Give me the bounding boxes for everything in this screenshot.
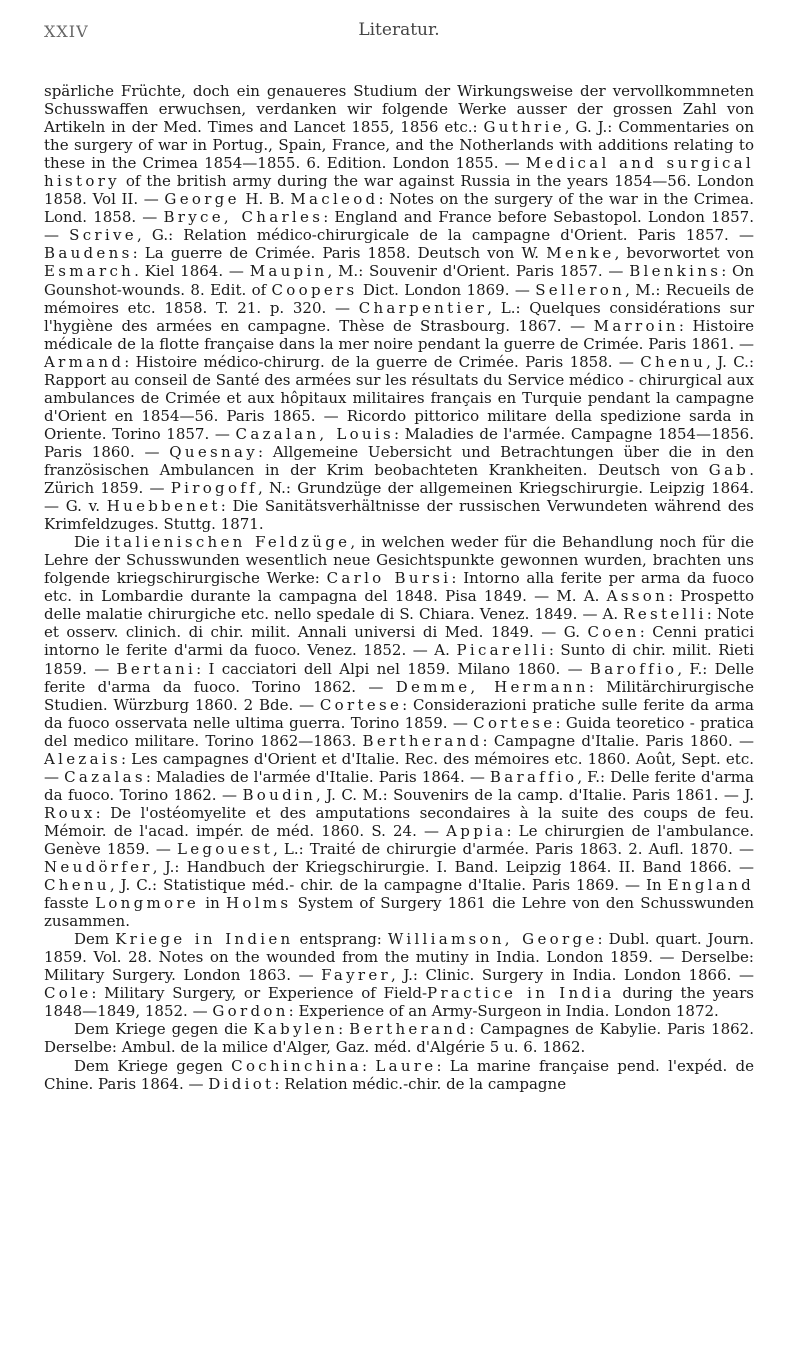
spaced-name: Medical and surgical history [44,154,754,191]
spaced-name: Cazalas [64,767,146,786]
text-run: H. B. [239,190,291,209]
spaced-name: Coopers [271,280,358,299]
spaced-name: Selleron [535,280,626,299]
paragraph [44,82,754,533]
text-run: : Dubl. quart. Journ. 1859. Vol. 28. Notes on the wounded from the mutiny in India. London 1859. — Derselbe: Military Surgery. London 1863. — [44,930,754,985]
text-run: : Les campagnes d'Orient et d'Italie. Rec. des mémoires etc. 1860. Août, Sept. etc. — [44,749,754,786]
spaced-name: Quesnay [169,442,258,461]
spaced-name: Cortese [473,713,556,732]
literature-text [44,82,754,1093]
spaced-name: Longmore [95,894,200,913]
spaced-name: Guthrie [483,118,565,137]
text-run: : Militärchirurgische Studien. Würzburg 1860. 2 Bde. — [44,677,754,714]
spaced-name: Coen [587,623,640,642]
spaced-name: Armand [44,352,125,371]
spaced-name: Esmarch [44,262,135,281]
spaced-name: Menke [546,244,615,263]
text-run: Dem Kriege gegen die [74,1020,254,1039]
spaced-name: Maupin [249,262,328,281]
text-run: Dem Kriege gegen [74,1056,232,1075]
text-run: of the british army during the war against Russia in the years 1854—56. London 1858. Vol II. — [44,172,754,209]
text-run: : [338,1020,350,1039]
spaced-name: Asson [606,587,669,606]
spaced-name: Cortese [319,695,403,714]
text-run: in [199,894,226,913]
text-run: : La marine française pend. l'expéd. de Chine. Paris 1864. — [44,1056,754,1093]
spaced-name: Appia [446,821,507,840]
spaced-name: Gordon [212,1002,289,1021]
text-run: : Prospetto delle malatie chirurgiche etc. nello spedale di S. Chiara. Venez. 1849. — A. [44,587,754,624]
text-run: , J. C.: Rapport au conseil de Santé des armées sur les résultats du Service médico - chirurgical aux ambulances de Crimée et aux hôpitaux militaires français en Turquie pendant la campagne d'Orient en 1854—56. Paris 1865. — Ricordo pittorico militare della spedizione sarda in Oriente. Torino 1857. — [44,352,754,443]
text-run: , L.: Traité de chirurgie d'armée. Paris 1863. 2. Aufl. 1870. — [273,839,754,858]
text-run: : Note et osserv. clinich. di chir. milit. Annali universi di Med. 1849. — G. [44,605,754,642]
text-run: : Intorno alla ferite per arma da fuoco etc. in Lombardie durante la campagna del 1848. Pisa 1849. — M. A. [44,569,755,606]
text-run: , F.: Delle ferite d'arma da fuoco. Torino 1862. — [44,659,754,696]
text-run: : De l'ostéomyelite et des amputations secondaires à la suite des coups de feu. Mémoir. de l'acad. impér. de méd. 1860. S. 24. — [44,803,754,840]
spaced-name: Chenu [44,876,110,895]
spaced-name: Pirogoff [170,479,258,498]
text-run: , J.: Clinic. Surgery in India. London 1866. — [390,966,754,985]
spaced-name: Restelli [623,605,707,624]
text-run: : Experience of an Army-Surgeon in India. London 1872. [288,1002,719,1021]
text-run: , L.: Quelques considérations sur l'hygiène des armées en campagne. Thèse de Strasbourg. 1867. — [44,298,754,335]
spaced-name: Scrive [69,226,137,245]
spaced-name: Cole [44,984,92,1003]
text-run: spärliche Früchte, doch ein genaueres Studium der Wirkungsweise der vervollkommneten Schusswaffen erwuchsen, verdanken wir folgende Werke ausser der grossen Zahl von Artikeln in der Med. Times and Lancet 1855, 1856 etc.: [44,82,754,137]
spaced-name: Kabylen [253,1020,339,1039]
text-run: Dict. London 1869. — [357,280,536,299]
spaced-name: Practice in India [427,984,615,1003]
text-run: : Le chirurgien de l'ambulance. Genève 1859. — [44,821,754,858]
spaced-name: Bertherand [349,1020,470,1039]
text-run: : Allgemeine Uebersicht und Betrachtungen über die in den französischen Ambulancen in der Krim beobachteten Krankheiten. Deutsch von [44,442,754,479]
page-number: XXIV [44,22,89,41]
spaced-name: Marroin [593,316,679,335]
text-run: : [361,1056,376,1075]
text-run: System of Surgery 1861 die Lehre von den Schusswunden zusammen. [44,894,754,931]
text-run: , J. C.: Statistique méd.- chir. de la campagne d'Italie. Paris 1869. — In [109,876,668,895]
text-run: : I cacciatori dell Alpi nel 1859. Milano 1860. — [196,659,590,678]
text-run: : Maladies de l'armée. Campagne 1854—1856. Paris 1860. — [44,424,754,461]
text-run: : Cenni pratici intorno le ferite d'armi da fuoco. Venez. 1852. — A. [44,623,754,660]
text-run: : Die Sanitätsverhältnisse der russischen Verwundeten während des Krimfeldzuges. Stuttg. 1871. [44,497,755,534]
spaced-name: Neudörfer [44,858,153,877]
spaced-name: Charpentier [358,298,488,317]
text-run: , M.: Recueils de mémoires etc. 1858. T. 21. p. 320. — [44,280,754,317]
spaced-name: Gab [708,460,750,479]
text-run: , J. C. M.: Souvenirs de la camp. d'Italie. Paris 1861. — J. [316,785,754,804]
text-run: : Campagne d'Italie. Paris 1860. — [482,731,754,750]
text-run: , M.: Souvenir d'Orient. Paris 1857. — [327,262,630,281]
text-run: : On Gounshot-wounds. 8. Edit. of [44,262,754,299]
spaced-name: Macleod [290,190,379,209]
text-run: , bevorwortet von [614,244,754,263]
spaced-name: italienischen Feldzüge [105,533,351,552]
spaced-name: Williamson, George [387,930,598,949]
text-run: , G. J.: Commentaries on the surgery of war in Portug., Spain, France, and the Notherlands with additions relating to these in the Crimea 1854—1855. 6. Edition. London 1855. — [44,118,754,173]
spaced-name: Kriege in Indien [115,930,294,949]
text-run: : Considerazioni pratiche sulle ferite da arma da fuoco osservata nelle ultima guerra. Torino 1859. — [44,695,754,732]
text-run: : Relation médic.-chir. de la campagne [274,1074,567,1093]
text-run: : Notes on the surgery of the war in the Crimea. Lond. 1858. — [44,190,754,227]
spaced-name: Huebbenet [106,497,221,516]
text-run: during the years 1848—1849, 1852. — [44,984,754,1021]
page-header [44,0,754,54]
spaced-name: Fayrer [321,966,391,985]
spaced-name: Holms [226,894,292,913]
spaced-name: England [667,876,754,895]
spaced-name: Cochinchina [231,1056,362,1075]
text-run: . Kiel 1864. — [134,262,250,281]
spaced-name: Baroffio [589,659,678,678]
spaced-name: Cazalan, Louis [235,424,394,443]
text-run: : England and France before Sebastopol. London 1857. — [44,208,754,245]
text-run: : Campagnes de Kabylie. Paris 1862. Derselbe: Ambul. de la milice d'Alger, Gaz. méd. d'Algérie 5 u. 6. 1862. [44,1020,754,1057]
text-run: : Histoire médicale de la flotte française dans la mer noire pendant la guerre de Crimée. Paris 1861. — [44,316,755,353]
spaced-name: Bertherand [362,731,483,750]
text-run: . Zürich 1859. — [44,460,754,498]
spaced-name: Roux [44,803,96,822]
spaced-name: Baraffio [489,767,578,786]
text-run: : Sunto di chir. milit. Rieti 1859. — [44,641,755,678]
spaced-name: Chenu [640,352,707,371]
spaced-name: Legouest [176,839,274,858]
spaced-name: Carlo Bursi [326,569,452,588]
spaced-name: Boudin [242,785,317,804]
spaced-name: Laure [375,1056,437,1075]
spaced-name: Baudens [44,244,133,263]
spaced-name: Demme, Hermann [395,677,589,696]
text-run: : Maladies de l'armée d'Italie. Paris 1864. — [145,767,490,786]
spaced-name: Didiot [208,1074,275,1093]
text-run: , in welchen weder für die Behandlung noch für die Lehre der Schusswunden wesentlich neue Gesichtspunkte gewonnen wurden, brachten uns folgende kriegschirurgische Werke: [44,533,754,588]
text-run: Dem [74,930,116,949]
text-run: , J.: Handbuch der Kriegschirurgie. I. Band. Leipzig 1864. II. Band 1866. — [152,858,754,877]
text-run: fasste [44,894,96,913]
running-title: Literatur. [358,20,440,40]
spaced-name: George [164,190,240,209]
paragraph [44,930,754,1020]
text-run: Die [74,533,106,552]
paragraph [44,1020,754,1056]
paragraph [44,533,754,930]
text-run: entsprang: [293,930,388,949]
text-run: , G.: Relation médico-chirurgicale de la campagne d'Orient. Paris 1857. — [136,226,754,245]
text-run: : Military Surgery, or Experience of Field- [91,984,428,1003]
spaced-name: Alezais [44,749,121,768]
spaced-name: Bryce, Charles [163,208,324,227]
paragraph [44,1057,754,1093]
text-run: , N.: Grundzüge der allgemeinen Kriegschirurgie. Leipzig 1864. — G. v. [44,479,755,516]
text-run: : Histoire médico-chirurg. de la guerre de Crimée. Paris 1858. — [124,352,641,371]
text-run: : La guerre de Crimée. Paris 1858. Deutsch von W. [132,244,547,263]
spaced-name: Blenkins [629,262,722,281]
spaced-name: Picarelli [456,641,549,660]
text-run: : Guida teoretico - pratica del medico militare. Torino 1862—1863. [44,713,754,750]
text-run: , F.: Delle ferite d'arma da fuoco. Torino 1862. — [44,767,754,804]
spaced-name: Bertani [116,659,197,678]
